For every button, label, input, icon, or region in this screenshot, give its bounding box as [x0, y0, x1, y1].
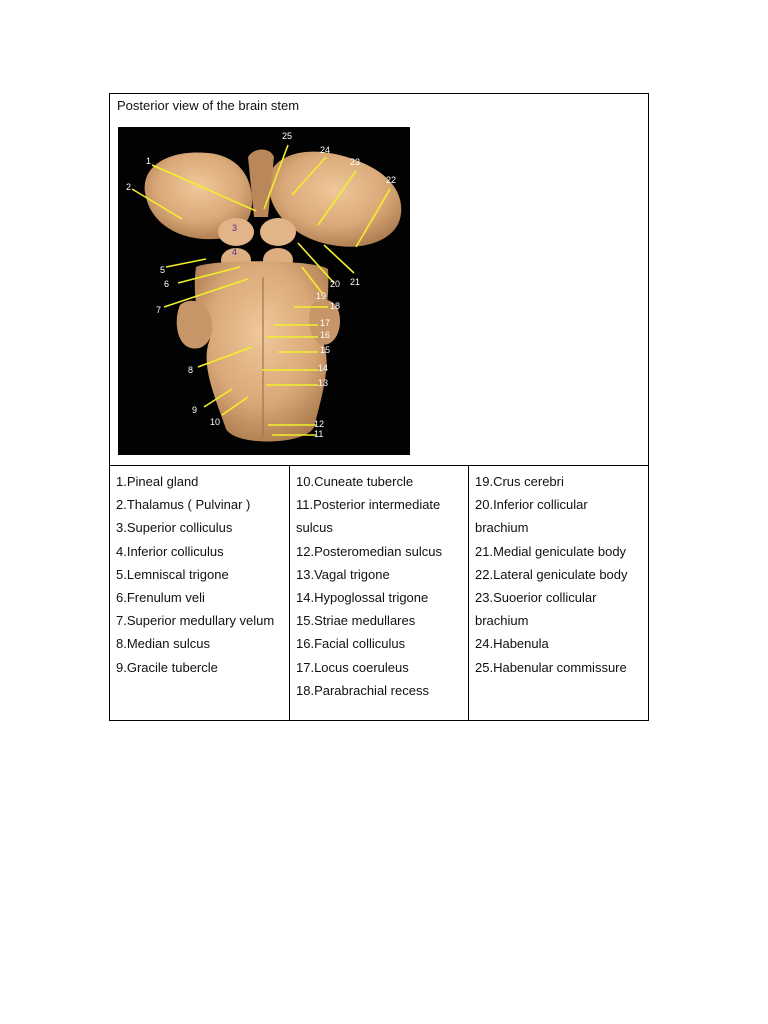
figure-label: 8 — [188, 365, 194, 375]
figure-label: 22 — [386, 175, 397, 185]
legend-item: 5.Lemniscal trigone — [116, 566, 229, 582]
legend-column-3 — [469, 466, 648, 720]
legend-item: 23.Suoerior collicular brachium — [475, 590, 597, 629]
figure-label: 4 — [232, 247, 238, 257]
figure-label: 24 — [320, 145, 331, 155]
figure-label: 17 — [320, 318, 331, 328]
figure-title: Posterior view of the brain stem — [117, 98, 300, 113]
figure-label: 11 — [314, 429, 324, 439]
figure-label: 20 — [330, 279, 341, 289]
figure-label: 5 — [160, 265, 166, 275]
legend-item: 22.Lateral geniculate body — [475, 566, 628, 582]
legend-item: 6.Frenulum veli — [116, 590, 205, 606]
legend-item: 2.Thalamus ( Pulvinar ) — [116, 497, 251, 513]
document-table — [109, 93, 649, 721]
legend-item: 12.Posteromedian sulcus — [296, 543, 442, 559]
figure-label: 1 — [146, 156, 152, 166]
legend-item: 24.Habenula — [475, 636, 549, 652]
figure-label: 16 — [320, 330, 331, 340]
legend-item: 25.Habenular commissure — [475, 659, 627, 675]
figure-label: 2 — [126, 182, 132, 192]
legend-item: 8.Median sulcus — [116, 636, 210, 652]
legend-item: 14.Hypoglossal trigone — [296, 590, 429, 606]
legend-item: 4.Inferior colliculus — [116, 543, 224, 559]
legend-column-2 — [290, 466, 469, 720]
figure-label: 19 — [316, 291, 327, 301]
legend-item: 15.Striae medullares — [296, 613, 416, 629]
legend-item: 19.Crus cerebri — [475, 474, 564, 489]
figure-label: 6 — [164, 279, 170, 289]
legend-item: 9.Gracile tubercle — [116, 659, 218, 675]
legend-item: 18.Parabrachial recess — [296, 682, 429, 698]
figure-label: 7 — [156, 305, 162, 315]
figure-label: 10 — [210, 417, 221, 427]
figure-label: 13 — [318, 378, 329, 388]
legend-item: 1.Pineal gland — [116, 474, 199, 489]
legend-item: 11.Posterior intermediate sulcus — [296, 497, 441, 536]
legend-item: 10.Cuneate tubercle — [296, 474, 414, 489]
figure-label: 15 — [320, 345, 331, 355]
figure-cell — [110, 94, 648, 466]
legend-item: 13.Vagal trigone — [296, 566, 390, 582]
legend-row — [110, 466, 648, 720]
figure-label: 21 — [350, 277, 361, 287]
legend-item: 17.Locus coeruleus — [296, 659, 409, 675]
legend-column-1 — [110, 466, 290, 720]
figure-label: 3 — [232, 223, 238, 233]
legend-item: 3.Superior colliculus — [116, 520, 233, 536]
figure-label: 23 — [350, 157, 361, 167]
figure-label: 18 — [330, 301, 341, 311]
figure-label: 12 — [314, 419, 325, 429]
brainstem-photo — [118, 127, 410, 455]
figure-label: 25 — [282, 131, 293, 141]
figure-label: 14 — [318, 363, 329, 373]
legend-item: 7.Superior medullary velum — [116, 613, 275, 629]
legend-item: 16.Facial colliculus — [296, 636, 406, 652]
figure-label: 9 — [192, 405, 198, 415]
legend-item: 21.Medial geniculate body — [475, 543, 627, 559]
legend-item: 20.Inferior collicular brachium — [475, 497, 588, 536]
brainstem-illustration — [118, 127, 410, 455]
